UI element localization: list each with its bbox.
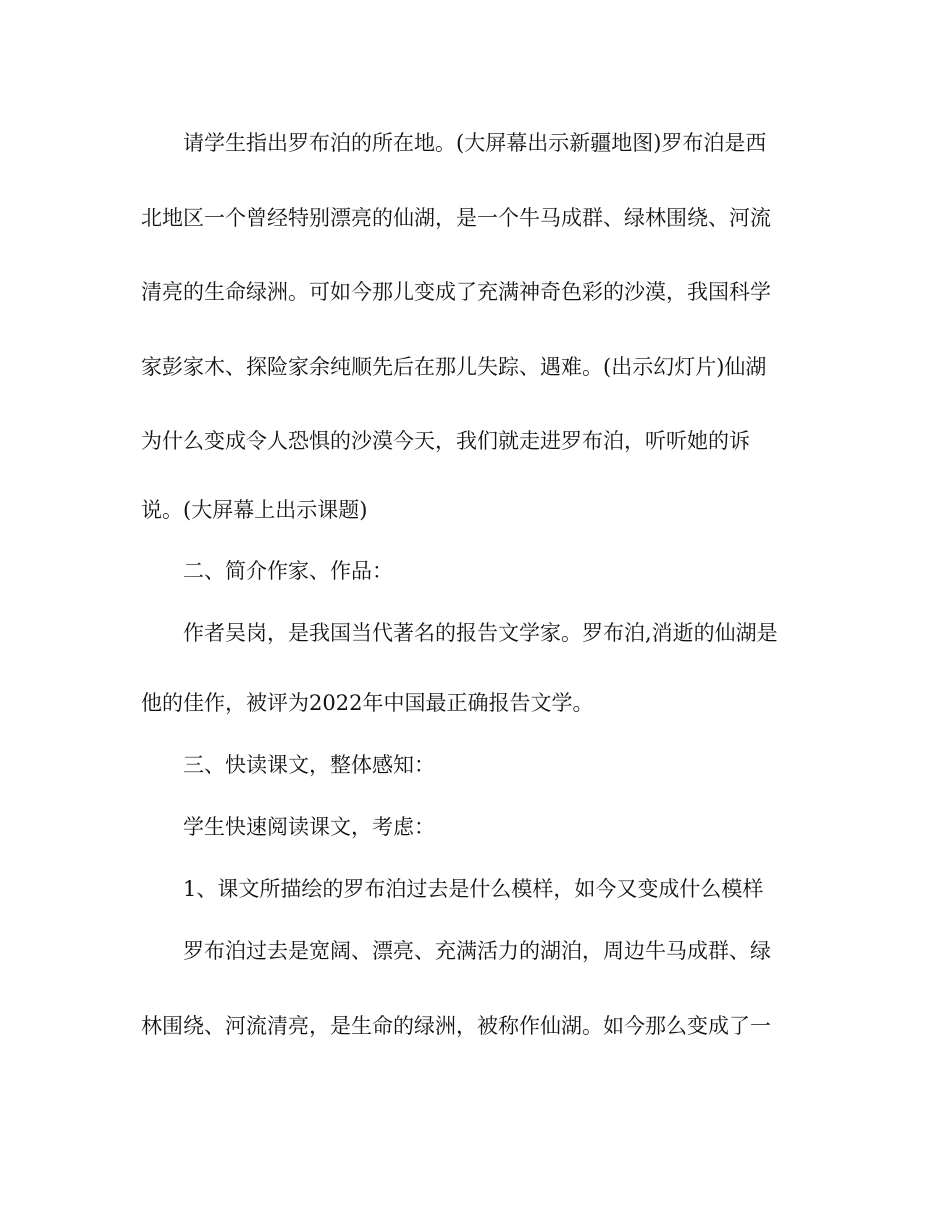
paragraph-line: 为什么变成令人恐惧的沙漠今天，我们就走进罗布泊，听听她的诉 <box>141 429 750 453</box>
paragraph-line: 说。(大屏幕上出示课题) <box>141 498 368 522</box>
paragraph-line: 北地区一个曾经特别漂亮的仙湖，是一个牛马成群、绿林围绕、河流 <box>141 206 771 230</box>
paragraph-line: 家彭家木、探险家余纯顺先后在那儿失踪、遇难。(出示幻灯片)仙湖 <box>141 355 767 379</box>
section-heading: 二、简介作家、作品： <box>183 559 393 583</box>
paragraph-line: 清亮的生命绿洲。可如今那儿变成了充满神奇色彩的沙漠，我国科学 <box>141 280 771 304</box>
paragraph-line: 学生快速阅读课文，考虑： <box>183 815 435 839</box>
paragraph-line: 请学生指出罗布泊的所在地。(大屏幕出示新疆地图)罗布泊是西 <box>183 131 767 155</box>
paragraph-line: 作者吴岗，是我国当代著名的报告文学家。罗布泊,消逝的仙湖是 <box>183 621 778 645</box>
paragraph-line: 林围绕、河流清亮，是生命的绿洲，被称作仙湖。如今那么变成了一 <box>141 1014 771 1038</box>
section-heading: 三、快读课文，整体感知： <box>183 753 435 777</box>
paragraph-line: 他的佳作，被评为2022年中国最正确报告文学。 <box>141 691 594 715</box>
question-line: 1、课文所描绘的罗布泊过去是什么模样，如今又变成什么模样 <box>183 877 764 901</box>
paragraph-line: 罗布泊过去是宽阔、漂亮、充满活力的湖泊，周边牛马成群、绿 <box>183 939 771 963</box>
